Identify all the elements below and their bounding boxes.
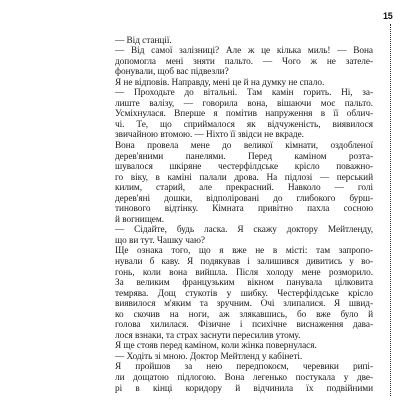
page-number: 15 [383,11,393,21]
dotted-margin-rule [390,24,391,396]
text-line: що ви тут. Чашку чаю? [115,235,205,246]
text-line: лиште валізу, — говорила вона, вішаючи моє пальто. [115,98,373,109]
text-line: голова хилилася. Фізичне і психічне виснаження дава- [115,320,373,331]
text-line: го віку, в каміні палали дрова. На підлозі — перський [115,172,373,183]
text-line: — Проходьте до вітальні. Там камін горить. Ні, за- [115,88,373,99]
text-line: рі в кінці коридору й відчинила їх подвійними [115,383,373,394]
text-line: фонували, щоб вас підвезли? [115,67,229,78]
text-line: звичайною втомою. — Ніхто її звідси не вкраде. [115,130,304,141]
body-text [115,36,373,395]
text-line: ко скочив на ноги, аж злякавшись, бо вже було й [115,309,373,320]
text-line: — Від станції. [115,35,172,46]
text-line: й вогнищем. [115,214,164,225]
text-line: — Сідайте, будь ласка. Я скажу доктору Мейтленду, [115,225,373,236]
text-line: нували б каву. Я подякував і залишився дивитись у во- [115,256,373,267]
text-line: Ще ознака того, що я вже не в місті: там запропо- [115,246,373,257]
text-line: допомогла мені зняти пальто. — Чого ж не зателе- [115,56,373,67]
text-line: лося взнаки, та страх заснути пересилив утому. [115,330,301,341]
text-line: — Ходіть зі мною. Доктор Мейтленд у кабінеті. [115,351,303,362]
text-line: темрява. Дощ стукотів у шибку. Честерфілдське крісло [115,288,373,299]
text-line: — Від самої залізниці? Але ж це кілька миль! — Вона [115,46,373,57]
text-line: ли дощатою підлогою. Вона легенько постукала у две- [115,373,373,383]
text-line: дерев'яними панелями. Перед каміном розта- [115,151,373,162]
text-line: За великим французьким вікном панувала цілковита [115,278,373,289]
text-line: килим, старий, але прекрасний. Навколо — голі [115,183,373,194]
text-line: Я не відповів. Направду, мені це й на думку не спало. [115,77,325,88]
text-line: Вона провела мене до великої кімнати, оздобленої [115,140,373,151]
text-line: виявилося м'яким та зручним. Очі злипалися. Я швид- [115,299,373,310]
text-line: Я ще стояв перед каміном, коли жінка повернулася. [115,341,317,352]
text-line: тинового відтінку. Кімната привітно пахла сосною [115,204,373,215]
text-line: чі. Те, що сприймалося як відчуженість, виявилося [115,119,373,130]
text-line: Усміхнулася. Вперше я помітив напруження в її облич- [115,109,373,120]
text-line: дерев'яні дошки, відполіровані до глибокого бурш- [115,193,373,204]
text-line: шувалося шкіряне честерфілдське крісло поважно- [115,162,373,173]
text-line: Я пройшов за нею передпокоєм, черевики рипі- [115,362,373,373]
text-line: гонь, коли вона вийшла. Після холоду мене розморило. [115,267,373,278]
